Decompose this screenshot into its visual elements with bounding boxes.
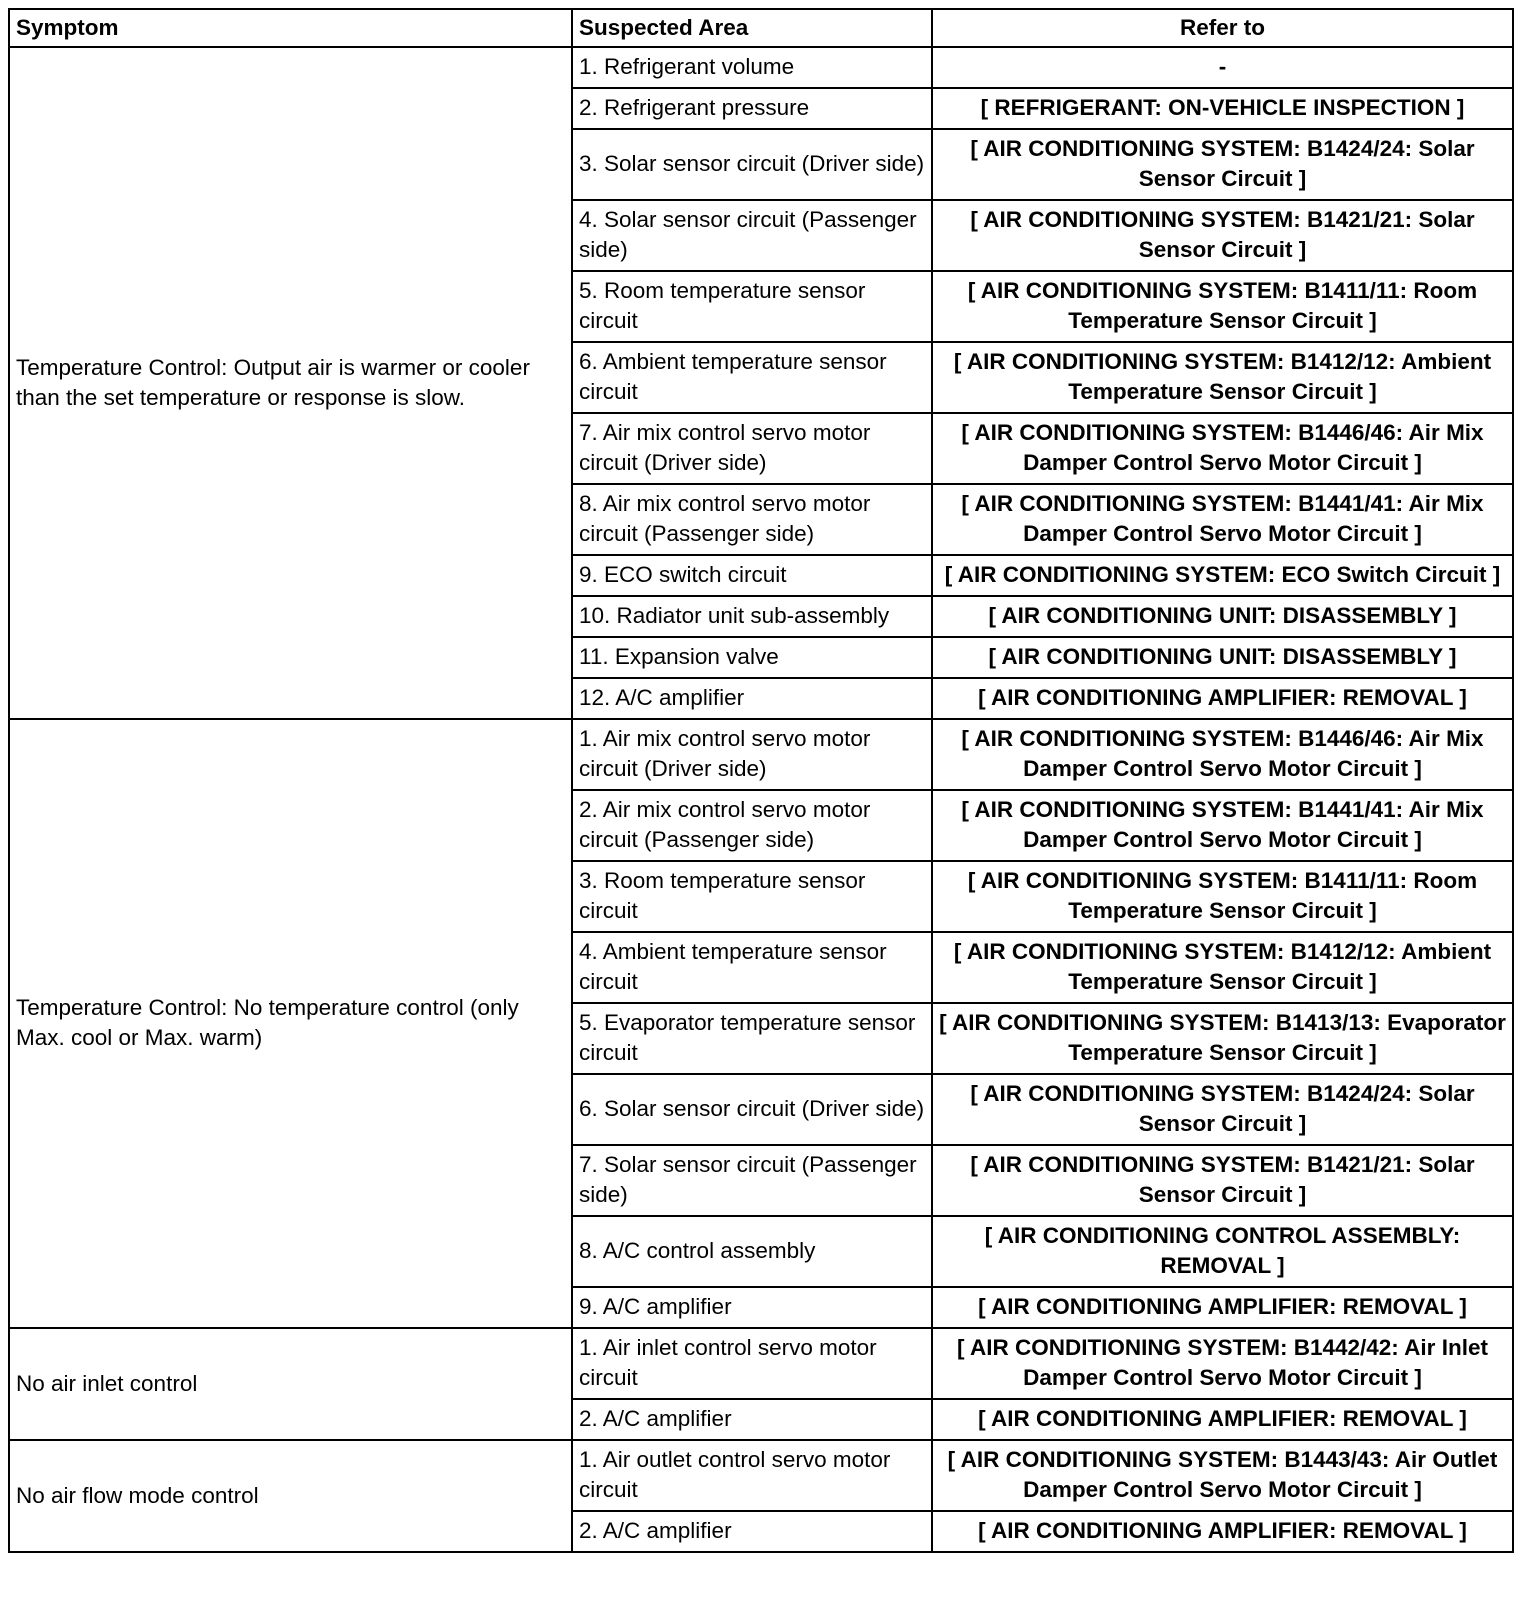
refer-to-cell: [ AIR CONDITIONING SYSTEM: B1421/21: Solar Sensor Circuit ] (932, 200, 1513, 271)
suspected-area-cell: 9. A/C amplifier (572, 1287, 932, 1328)
suspected-area-cell: 2. A/C amplifier (572, 1399, 932, 1440)
suspected-area-cell: 8. Air mix control servo motor circuit (Passenger side) (572, 484, 932, 555)
symptom-table (8, 8, 1514, 1553)
suspected-area-cell: 5. Room temperature sensor circuit (572, 271, 932, 342)
symptom-cell: No air flow mode control (9, 1440, 572, 1552)
suspected-area-cell: 12. A/C amplifier (572, 678, 932, 719)
refer-to-cell: [ AIR CONDITIONING SYSTEM: B1412/12: Ambient Temperature Sensor Circuit ] (932, 932, 1513, 1003)
refer-to-cell: [ AIR CONDITIONING SYSTEM: B1413/13: Evaporator Temperature Sensor Circuit ] (932, 1003, 1513, 1074)
refer-to-cell: [ AIR CONDITIONING SYSTEM: B1412/12: Ambient Temperature Sensor Circuit ] (932, 342, 1513, 413)
suspected-area-cell: 11. Expansion valve (572, 637, 932, 678)
table-row (9, 1440, 1513, 1511)
refer-to-cell: [ AIR CONDITIONING SYSTEM: B1443/43: Air Outlet Damper Control Servo Motor Circuit ] (932, 1440, 1513, 1511)
refer-to-cell: [ AIR CONDITIONING SYSTEM: B1442/42: Air Inlet Damper Control Servo Motor Circuit ] (932, 1328, 1513, 1399)
refer-to-cell: [ AIR CONDITIONING SYSTEM: B1441/41: Air Mix Damper Control Servo Motor Circuit ] (932, 790, 1513, 861)
table-row (9, 1328, 1513, 1399)
table-row (9, 719, 1513, 790)
header-refer-to: Refer to (932, 9, 1513, 47)
suspected-area-cell: 1. Air inlet control servo motor circuit (572, 1328, 932, 1399)
suspected-area-cell: 2. A/C amplifier (572, 1511, 932, 1552)
suspected-area-cell: 10. Radiator unit sub-assembly (572, 596, 932, 637)
table-body (9, 47, 1513, 1552)
refer-to-cell: [ AIR CONDITIONING SYSTEM: B1446/46: Air Mix Damper Control Servo Motor Circuit ] (932, 413, 1513, 484)
refer-to-cell: [ AIR CONDITIONING AMPLIFIER: REMOVAL ] (932, 1511, 1513, 1552)
refer-to-cell: [ REFRIGERANT: ON-VEHICLE INSPECTION ] (932, 88, 1513, 129)
refer-to-cell: [ AIR CONDITIONING SYSTEM: B1424/24: Solar Sensor Circuit ] (932, 1074, 1513, 1145)
suspected-area-cell: 3. Solar sensor circuit (Driver side) (572, 129, 932, 200)
refer-to-cell: [ AIR CONDITIONING CONTROL ASSEMBLY: REMOVAL ] (932, 1216, 1513, 1287)
symptom-cell: Temperature Control: No temperature control (only Max. cool or Max. warm) (9, 719, 572, 1328)
refer-to-cell: [ AIR CONDITIONING AMPLIFIER: REMOVAL ] (932, 1399, 1513, 1440)
refer-to-cell: [ AIR CONDITIONING AMPLIFIER: REMOVAL ] (932, 678, 1513, 719)
suspected-area-cell: 9. ECO switch circuit (572, 555, 932, 596)
suspected-area-cell: 7. Air mix control servo motor circuit (Driver side) (572, 413, 932, 484)
header-suspected-area: Suspected Area (572, 9, 932, 47)
suspected-area-cell: 4. Solar sensor circuit (Passenger side) (572, 200, 932, 271)
suspected-area-cell: 2. Air mix control servo motor circuit (Passenger side) (572, 790, 932, 861)
suspected-area-cell: 6. Solar sensor circuit (Driver side) (572, 1074, 932, 1145)
refer-to-cell: [ AIR CONDITIONING SYSTEM: B1411/11: Room Temperature Sensor Circuit ] (932, 861, 1513, 932)
suspected-area-cell: 6. Ambient temperature sensor circuit (572, 342, 932, 413)
refer-to-cell: [ AIR CONDITIONING SYSTEM: B1421/21: Solar Sensor Circuit ] (932, 1145, 1513, 1216)
header-symptom: Symptom (9, 9, 572, 47)
suspected-area-cell: 7. Solar sensor circuit (Passenger side) (572, 1145, 932, 1216)
suspected-area-cell: 2. Refrigerant pressure (572, 88, 932, 129)
symptom-cell: Temperature Control: Output air is warmer or cooler than the set temperature or response is slow. (9, 47, 572, 719)
suspected-area-cell: 5. Evaporator temperature sensor circuit (572, 1003, 932, 1074)
suspected-area-cell: 1. Air outlet control servo motor circuit (572, 1440, 932, 1511)
refer-to-cell: [ AIR CONDITIONING SYSTEM: B1441/41: Air Mix Damper Control Servo Motor Circuit ] (932, 484, 1513, 555)
refer-to-cell: [ AIR CONDITIONING AMPLIFIER: REMOVAL ] (932, 1287, 1513, 1328)
refer-to-cell: [ AIR CONDITIONING SYSTEM: B1411/11: Room Temperature Sensor Circuit ] (932, 271, 1513, 342)
table-row (9, 47, 1513, 88)
suspected-area-cell: 4. Ambient temperature sensor circuit (572, 932, 932, 1003)
symptom-cell: No air inlet control (9, 1328, 572, 1440)
suspected-area-cell: 1. Refrigerant volume (572, 47, 932, 88)
refer-to-cell: [ AIR CONDITIONING UNIT: DISASSEMBLY ] (932, 637, 1513, 678)
suspected-area-cell: 1. Air mix control servo motor circuit (Driver side) (572, 719, 932, 790)
refer-to-cell: [ AIR CONDITIONING SYSTEM: B1446/46: Air Mix Damper Control Servo Motor Circuit ] (932, 719, 1513, 790)
table-header (9, 9, 1513, 47)
header-row (9, 9, 1513, 47)
suspected-area-cell: 3. Room temperature sensor circuit (572, 861, 932, 932)
refer-to-cell: [ AIR CONDITIONING SYSTEM: ECO Switch Circuit ] (932, 555, 1513, 596)
refer-to-cell: [ AIR CONDITIONING UNIT: DISASSEMBLY ] (932, 596, 1513, 637)
suspected-area-cell: 8. A/C control assembly (572, 1216, 932, 1287)
refer-to-cell: [ AIR CONDITIONING SYSTEM: B1424/24: Solar Sensor Circuit ] (932, 129, 1513, 200)
refer-to-cell: - (932, 47, 1513, 88)
